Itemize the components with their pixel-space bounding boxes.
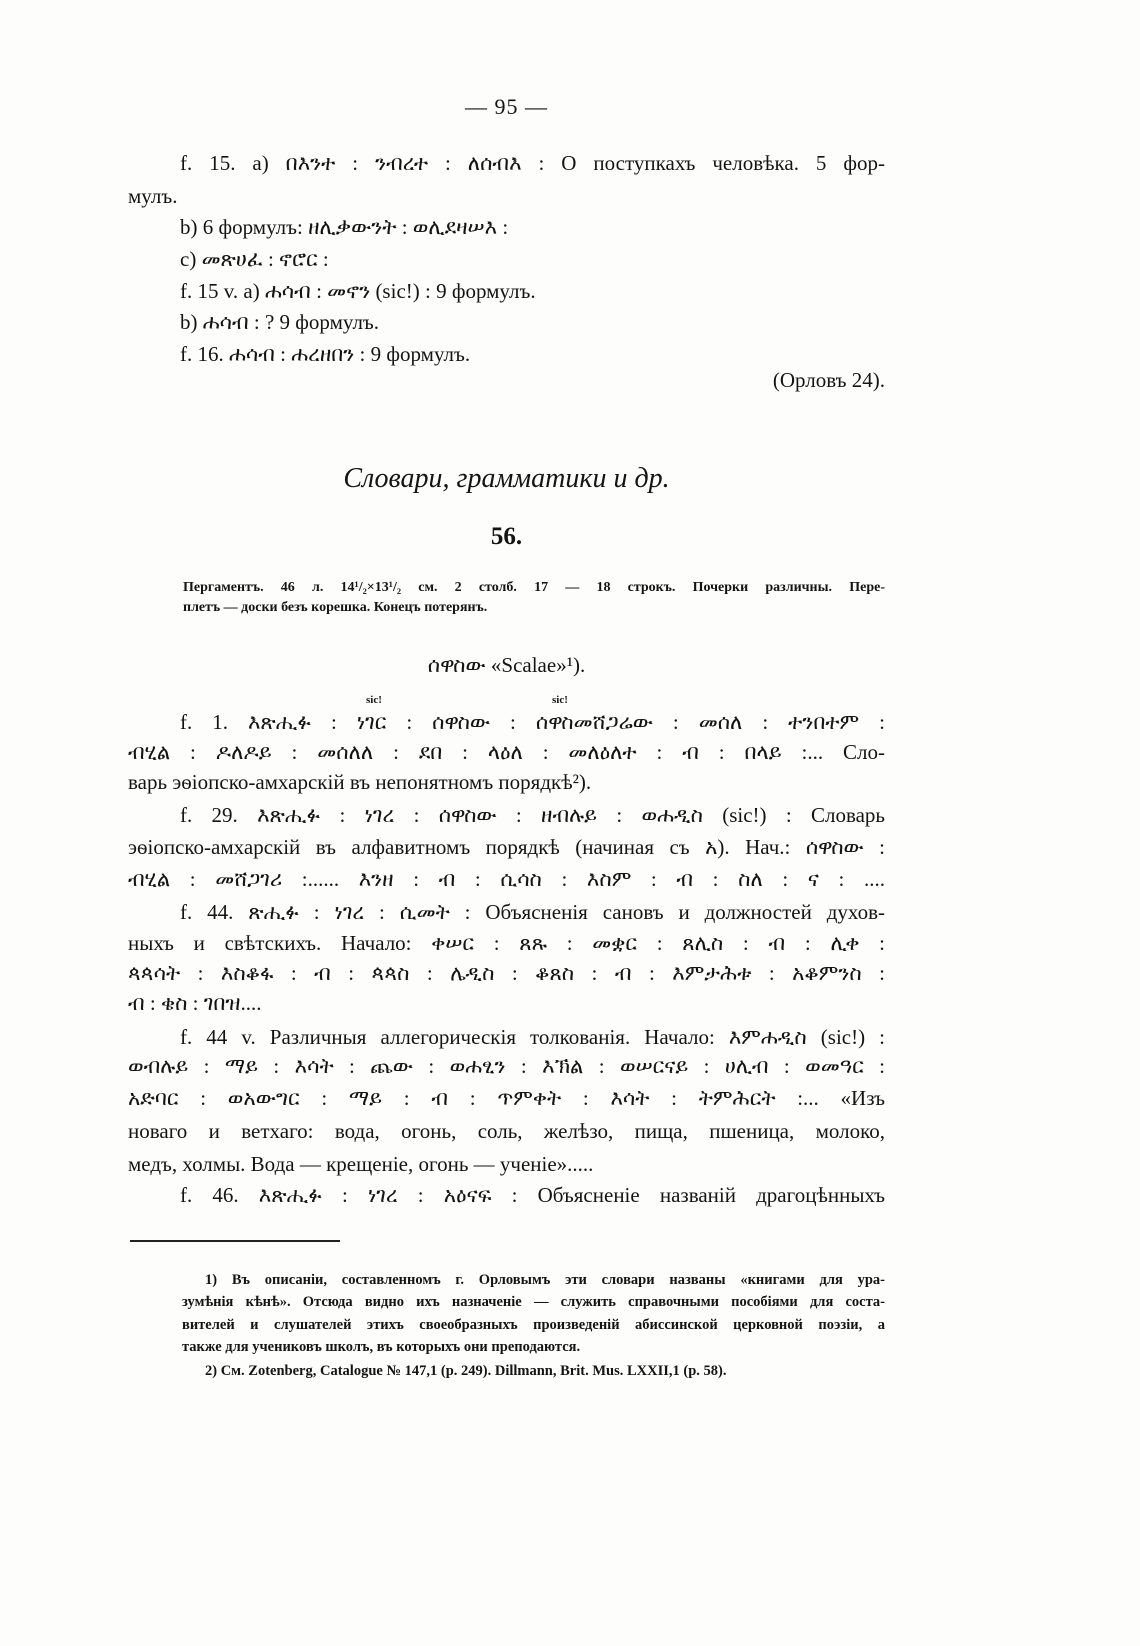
- manuscript-description: плетъ — доски безъ корешка. Конецъ потерянъ.: [183, 600, 488, 615]
- text-line: варь эѳіопско-амхарскій въ непонятномъ порядкѣ²).: [128, 770, 592, 794]
- sic-mark: sic!: [366, 694, 382, 706]
- text-line: мулъ.: [128, 184, 178, 208]
- text-line: b) 6 формулъ: ዘሊቃውንት : ወሊደዛሠእ :: [180, 215, 509, 239]
- text-line: ጳጳሳት : እስቆፋ : ብ : ጳጳስ : ሌዲስ : ቆጸስ : ብ : እምታሕቱ : አቆምንስ :: [128, 961, 885, 985]
- text-line: ብ : ቄስ : ገበዝ....: [128, 991, 262, 1015]
- text-line: f. 15. a) በእንተ : ንብረተ : ለሰብእ : О поступкахъ человѣка. 5 фор-: [180, 151, 885, 175]
- text-line: ብሂል : ዶለዶይ : መሰለለ : ደበ : ላዕለ : መለዕለተ : ብ : በላይ :... Сло-: [128, 740, 885, 764]
- text-line: f. 29. እጽሒፉ : ነገረ : ሰዋስው : ዘብሉይ : ወሐዲስ (sic!) : Словарь: [180, 803, 885, 827]
- page-number: — 95 —: [465, 94, 548, 119]
- text-line: f. 46. እጽሒፉ : ነገረ : አዕናፍ : Объясненіе названій драгоцѣнныхъ: [180, 1183, 885, 1207]
- entry-number: 56.: [490, 523, 523, 550]
- text-line: f. 44. ጽሒፉ : ነገረ : ሲመት : Объясненія сановъ и должностей духов-: [180, 900, 885, 924]
- text-line: ወብሉይ : ማይ : እሳት : ጨው : ወሐፂን : እኽል : ወሠርናይ : ሀሊብ : ወመዓር :: [128, 1054, 885, 1078]
- text-line: አድባር : ወአውግር : ማይ : ብ : ጥምቀት : እሳት : ትምሕርት :... «Изъ: [128, 1086, 885, 1110]
- text-line: b) ሐሳብ : ? 9 формулъ.: [180, 310, 380, 334]
- text-line: f. 16. ሐሳብ : ሐረዘበን : 9 формулъ.: [180, 342, 471, 366]
- section-heading: Словари, грамматики и др.: [343, 463, 670, 494]
- text-line: c) መጽሀፈ : ኖሮር :: [180, 247, 329, 271]
- footnote-line: также для учениковъ школъ, въ которыхъ они преподаются.: [182, 1339, 581, 1355]
- manuscript-description: Пергаментъ. 46 л. 14¹/₂×13¹/₂ см. 2 столб. 17 — 18 строкъ. Почерки различны. Пере-: [183, 580, 885, 595]
- text-line: ብሂል : መሸጋገሪ :...... እንዘ : ብ : ሲሳስ : እስም : ብ : ስለ : ና : ....: [128, 867, 885, 891]
- text-line: эѳіопско-амхарскій въ алфавитномъ порядкѣ (начиная съ አ). Нач.: ሰዋስው :: [128, 835, 885, 859]
- footnote-divider: [130, 1240, 340, 1242]
- sic-mark: sic!: [552, 694, 568, 706]
- footnote-line: вителей и слушателей этихъ своеобразныхъ произведеній абиссинской церковной поэзіи, а: [182, 1317, 885, 1333]
- text-line: f. 15 v. a) ሐሳብ : መኖን (sic!) : 9 формулъ.: [180, 279, 536, 303]
- text-line: новаго и ветхаго: вода, огонь, соль, желѣзо, пища, пшеница, молоко,: [128, 1119, 885, 1143]
- text-line: f. 1. እጽሒፉ : ነገር : ሰዋስው : ሰዋስመሸጋሬው : መሰለ : ተንበተም :: [180, 710, 885, 734]
- footnote-line: 2) См. Zotenberg, Catalogue № 147,1 (p. 249). Dillmann, Brit. Mus. LXXII,1 (p. 58).: [205, 1363, 727, 1379]
- work-title: ሰዋስው «Scalae»¹).: [427, 653, 586, 677]
- text-line: f. 44 v. Различныя аллегорическія толкованія. Начало: እምሐዲስ (sic!) :: [180, 1025, 885, 1049]
- footnote-line: 1) Въ описаніи, составленномъ г. Орловымъ эти словари названы «книгами для ура-: [205, 1272, 885, 1288]
- text-line: медъ, холмы. Вода — крещеніе, огонь — ученіе».....: [128, 1152, 594, 1176]
- source-reference: (Орловъ 24).: [772, 368, 885, 392]
- text-line: ныхъ и свѣтскихъ. Начало: ቀሠር : ጸጹ : መቋር : ጸሊስ : ብ : ሊቀ :: [128, 931, 885, 955]
- footnote-line: зумѣнія кѣнѣ». Отсюда видно ихъ назначеніе — служить справочными пособіями для соста-: [182, 1294, 885, 1310]
